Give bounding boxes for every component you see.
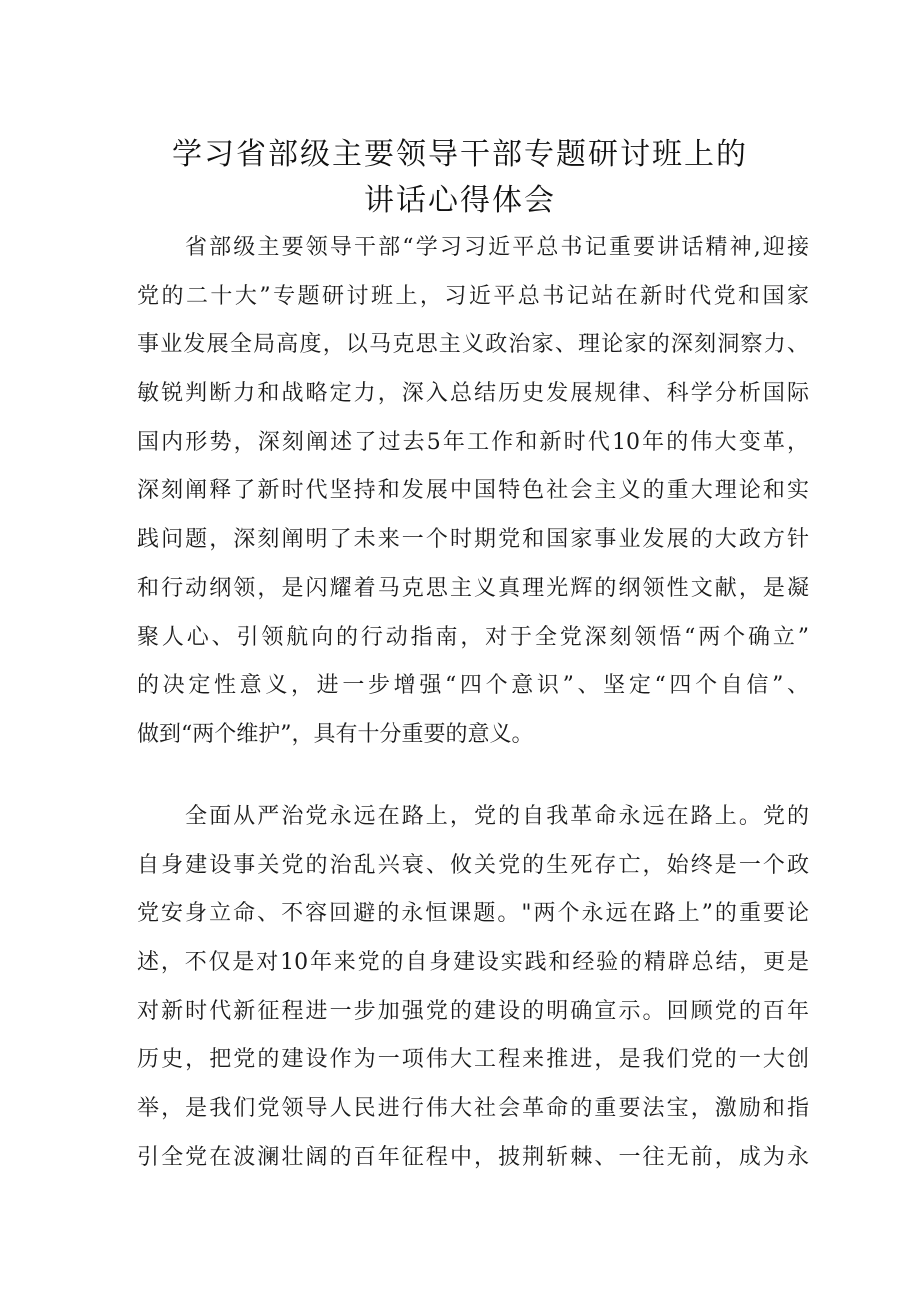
paragraph-line: 历史，把党的建设作为一项伟大工程来推进，是我们党的一大创 (137, 1047, 809, 1073)
paragraph-line: 省部级主要领导干部“学习习近平总书记重要讲话精神,迎接 (185, 235, 809, 260)
paragraph-line: 自身建设事关党的治乱兴衰、攸关党的生死存亡，始终是一个政 (137, 852, 809, 878)
paragraph-line: 做到“两个维护”，具有十分重要的意义。 (137, 721, 534, 747)
paragraph-2 (137, 793, 809, 1183)
title-line-2: 讲话心得体会 (364, 183, 556, 218)
title-line-1: 学习省部级主要领导干部专题研讨班上的 (172, 137, 748, 172)
paragraph-line: 党安身立命、不容回避的永恒课题。"两个永远在路上”的重要论 (137, 901, 809, 927)
paragraph-line: 的决定性意义，进一步增强“四个意识”、坚定“四个自信”、 (137, 673, 809, 699)
paragraph-line: 党的二十大”专题研讨班上，习近平总书记站在新时代党和国家 (137, 283, 809, 309)
paragraph-line: 国内形势，深刻阐述了过去5年工作和新时代10年的伟大变革， (137, 429, 809, 455)
paragraph-line: 敏锐判断力和战略定力，深入总结历史发展规律、科学分析国际 (137, 381, 809, 407)
paragraph-line: 事业发展全局高度，以马克思主义政治家、理论家的深刻洞察力、 (137, 332, 809, 358)
paragraph-line: 深刻阐释了新时代坚持和发展中国特色社会主义的重大理论和实 (137, 478, 809, 504)
paragraph-line: 践问题，深刻阐明了未来一个时期党和国家事业发展的大政方针 (137, 527, 809, 553)
paragraph-1 (137, 224, 809, 760)
paragraph-line: 和行动纲领，是闪耀着马克思主义真理光辉的纲领性文献，是凝 (137, 575, 809, 601)
paragraph-line: 引全党在波澜壮阔的百年征程中，披荆斩棘、一往无前，成为永 (137, 1144, 809, 1170)
paragraph-line: 全面从严治党永远在路上，党的自我革命永远在路上。党的 (185, 804, 809, 829)
paragraph-line: 聚人心、引领航向的行动指南，对于全党深刻领悟“两个确立” (137, 624, 809, 650)
paragraph-line: 举，是我们党领导人民进行伟大社会革命的重要法宝，激励和指 (137, 1096, 809, 1122)
paragraph-line: 对新时代新征程进一步加强党的建设的明确宣示。回顾党的百年 (137, 998, 809, 1024)
paragraph-line: 述，不仅是对10年来党的自身建设实践和经验的精辟总结，更是 (137, 950, 809, 976)
